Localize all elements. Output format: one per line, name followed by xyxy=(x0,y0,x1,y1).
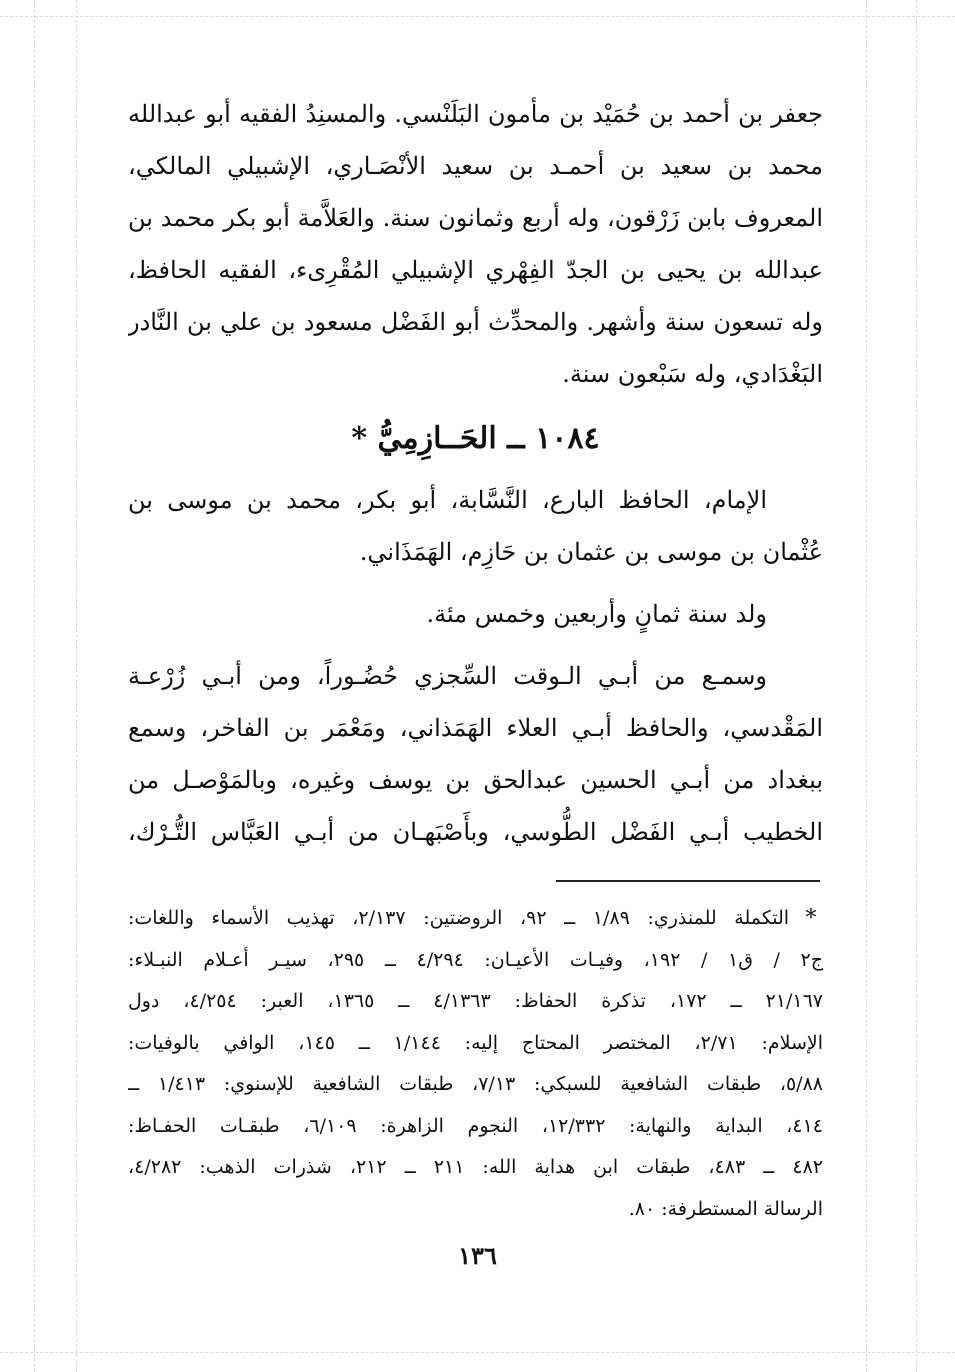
footnote-line: التكملة للمنذري: ١/٨٩ ــ ٩٢، الروضتين: ٢/١٣٧، تهذيب الأسماء واللغات: xyxy=(128,907,790,929)
footnote-line: ٤١٤، البداية والنهاية: ١٢/٣٣٢، النجوم الزاهرة: ٦/١٠٩، طبقـات الحفـاظ: xyxy=(128,1114,823,1137)
paragraph-continuation xyxy=(128,88,823,400)
footnote-line: الإسلام: ٢/٧١، المختصر المحتاج إليه: ١/١٤٤ ــ ١٤٥، الوافي بالوفيات: xyxy=(128,1031,823,1054)
text-line: وسمـع من أبـي الـوقت السِّجزي حُضُـوراً، ومن أبـي زُرْعـة xyxy=(128,662,767,690)
footnote-line: ٤٨٢ ــ ٤٨٣، طبقات ابن هداية الله: ٢١١ ــ ٢١٢، شذرات الذهب: ٤/٢٨٢، xyxy=(128,1156,823,1178)
text-line: المَقْدسي، والحافظ أبـي العلاء الهَمَذاني، ومَعْمَر بن الفاخر، وسمع xyxy=(128,714,823,742)
scan-guide xyxy=(916,0,917,1372)
text-line: ببغداد من أبـي الحسين عبدالحق بن يوسف وغيره، وبالمَوْصـل من xyxy=(128,766,823,794)
scan-guide xyxy=(34,0,35,1372)
scan-guide xyxy=(0,16,955,17)
text-line: جعفر بن أحمد بن حُمَيْد بن مأمون البَلَنْسي. والمسنِدُ الفقيه أبو عبدالله xyxy=(128,100,823,128)
footnote-line: ٢١/١٦٧ ــ ١٧٢، تذكرة الحفاظ: ٤/١٣٦٣ ــ ١٣٦٥، العبر: ٤/٢٥٤، دول xyxy=(128,990,823,1012)
scan-guide xyxy=(76,0,77,1372)
text-line: عُثْمان بن موسى بن عثمان بن حَازِم، الهَمَذَاني. xyxy=(359,538,823,566)
footnote-line: ٥/٨٨، طبقات الشافعية للسبكي: ٧/١٣، طبقات الشافعية للإسنوي: ١/٤١٣ ــ xyxy=(128,1073,823,1095)
scan-guide xyxy=(866,0,867,1372)
page-number: ١٣٦ xyxy=(458,1241,497,1270)
entry-heading: ١٠٨٤ ــ الحَــازِمِيُّ * xyxy=(351,421,600,456)
text-line: ولد سنة ثمانٍ وأربعين وخمس مئة. xyxy=(426,600,767,628)
entry-body xyxy=(128,474,823,858)
text-line: عبدالله بن يحيى بن الجدّ الفِهْري الإشبيلي المُقْرِىء، الفقيه الحافظ، xyxy=(128,256,823,284)
text-line: الخطيب أبـي الفَضْل الطُّوسي، وبأَصْبَهـان من أبـي العَبَّاس التُّـرْك، xyxy=(128,818,823,846)
text-line: المعروف بابن زَرْقون، وله أربع وثمانون سنة. والعَلاَّمة أبو بكر محمد بن xyxy=(128,204,823,232)
footnote-line: ج٢ / ق١ / ١٩٢، وفيـات الأعيـان: ٤/٢٩٤ ــ ٢٩٥، سيـر أعـلام النبـلاء: xyxy=(128,948,823,971)
text-line: الإمام، الحافظ البارع، النَّسَّابة، أبو بكر، محمد بن موسى بن xyxy=(128,486,767,514)
footnote-block xyxy=(128,898,823,1230)
footnote-line: الرسالة المستطرفة: ٨٠. xyxy=(628,1197,823,1220)
footnote-divider xyxy=(556,880,820,882)
text-line: محمد بن سعيد بن أحمـد بن سعيد الأنْصَـاري، الإشبيلي المالكي، xyxy=(128,152,823,180)
text-line: وله تسعون سنة وأشهر. والمحدِّث أبو الفَضْل مسعود بن علي بن النَّادر xyxy=(128,308,823,336)
footnote-marker: * xyxy=(805,906,817,931)
scan-guide xyxy=(0,1352,955,1353)
text-line: البَغْدَادي، وله سَبْعون سنة. xyxy=(562,360,823,388)
